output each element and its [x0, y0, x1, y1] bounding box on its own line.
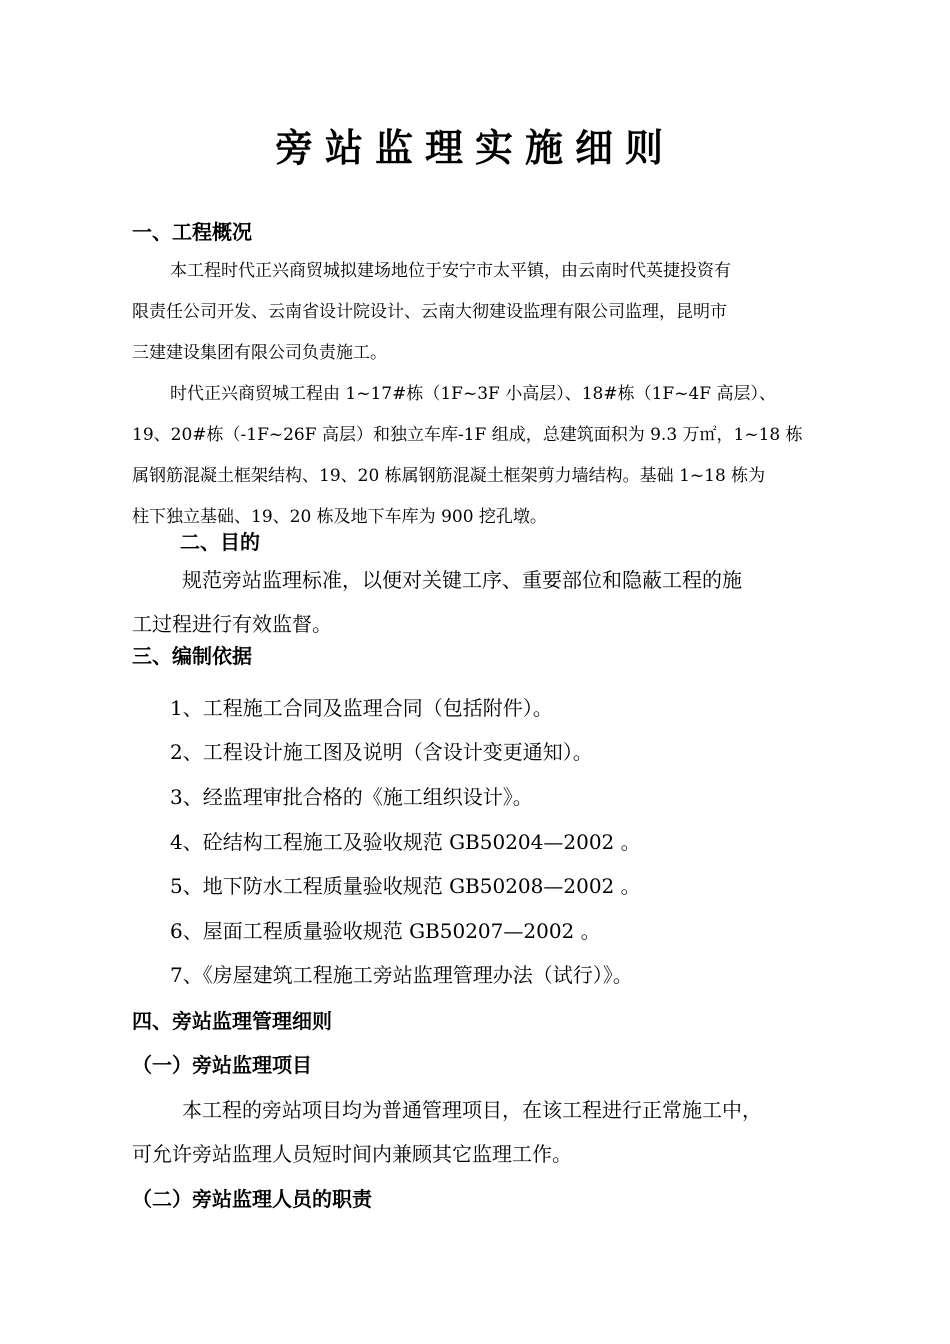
section-heading-overview: 一、工程概况 — [132, 220, 252, 244]
paragraph-line: 本工程时代正兴商贸城拟建场地位于安宁市太平镇，由云南时代英捷投资有 — [170, 261, 731, 281]
paragraph-line: 19、20#栋（-1F~26F 高层）和独立车库-1F 组成，总建筑面积为 9.3 万㎡，1~18 栋 — [132, 425, 803, 445]
overview-paragraph-1 — [132, 251, 822, 374]
paragraph-line: 工过程进行有效监督。 — [132, 612, 332, 636]
items-paragraph — [132, 1088, 832, 1176]
document-title: 旁站监理实施细则 — [274, 126, 675, 170]
paragraph-line: 柱下独立基础、19、20 栋及地下车库为 900 挖孔墩。 — [132, 507, 547, 527]
basis-item: 2、工程设计施工图及说明（含设计变更通知）。 — [170, 740, 593, 764]
paragraph-line: 限责任公司开发、云南省设计院设计、云南大彻建设监理有限公司监理，昆明市 — [132, 302, 727, 322]
overview-paragraph-2 — [132, 374, 822, 538]
basis-item: 3、经监理审批合格的《施工组织设计》。 — [170, 785, 533, 809]
paragraph-line: 三建建设集团有限公司负责施工。 — [132, 343, 387, 363]
paragraph-line: 属钢筋混凝土框架结构、19、20 栋属钢筋混凝土框架剪力墙结构。基础 1~18 栋为 — [132, 466, 766, 486]
subsection-heading-duties: （二）旁站监理人员的职责 — [132, 1187, 372, 1211]
paragraph-line: 本工程的旁站项目均为普通管理项目，在该工程进行正常施工中， — [182, 1098, 762, 1122]
basis-item: 5、地下防水工程质量验收规范 GB50208—2002 。 — [170, 874, 641, 898]
section-heading-basis: 三、编制依据 — [132, 644, 252, 668]
paragraph-line: 时代正兴商贸城工程由 1~17#栋（1F~3F 小高层）、18#栋（1F~4F 高层）、 — [170, 384, 776, 404]
section-heading-rules: 四、旁站监理管理细则 — [132, 1009, 332, 1033]
section-heading-purpose: 二、目的 — [180, 530, 260, 554]
paragraph-line: 可允许旁站监理人员短时间内兼顾其它监理工作。 — [132, 1142, 572, 1166]
subsection-heading-items: （一）旁站监理项目 — [132, 1053, 312, 1077]
paragraph-line: 规范旁站监理标准，以便对关键工序、重要部位和隐蔽工程的施 — [182, 568, 742, 592]
basis-item: 1、工程施工合同及监理合同（包括附件）。 — [170, 696, 553, 720]
basis-item: 7、《房屋建筑工程施工旁站监理管理办法（试行）》。 — [170, 963, 633, 987]
basis-item: 4、砼结构工程施工及验收规范 GB50204—2002 。 — [170, 830, 641, 854]
purpose-paragraph — [132, 558, 832, 646]
basis-item: 6、屋面工程质量验收规范 GB50207—2002 。 — [170, 919, 601, 943]
